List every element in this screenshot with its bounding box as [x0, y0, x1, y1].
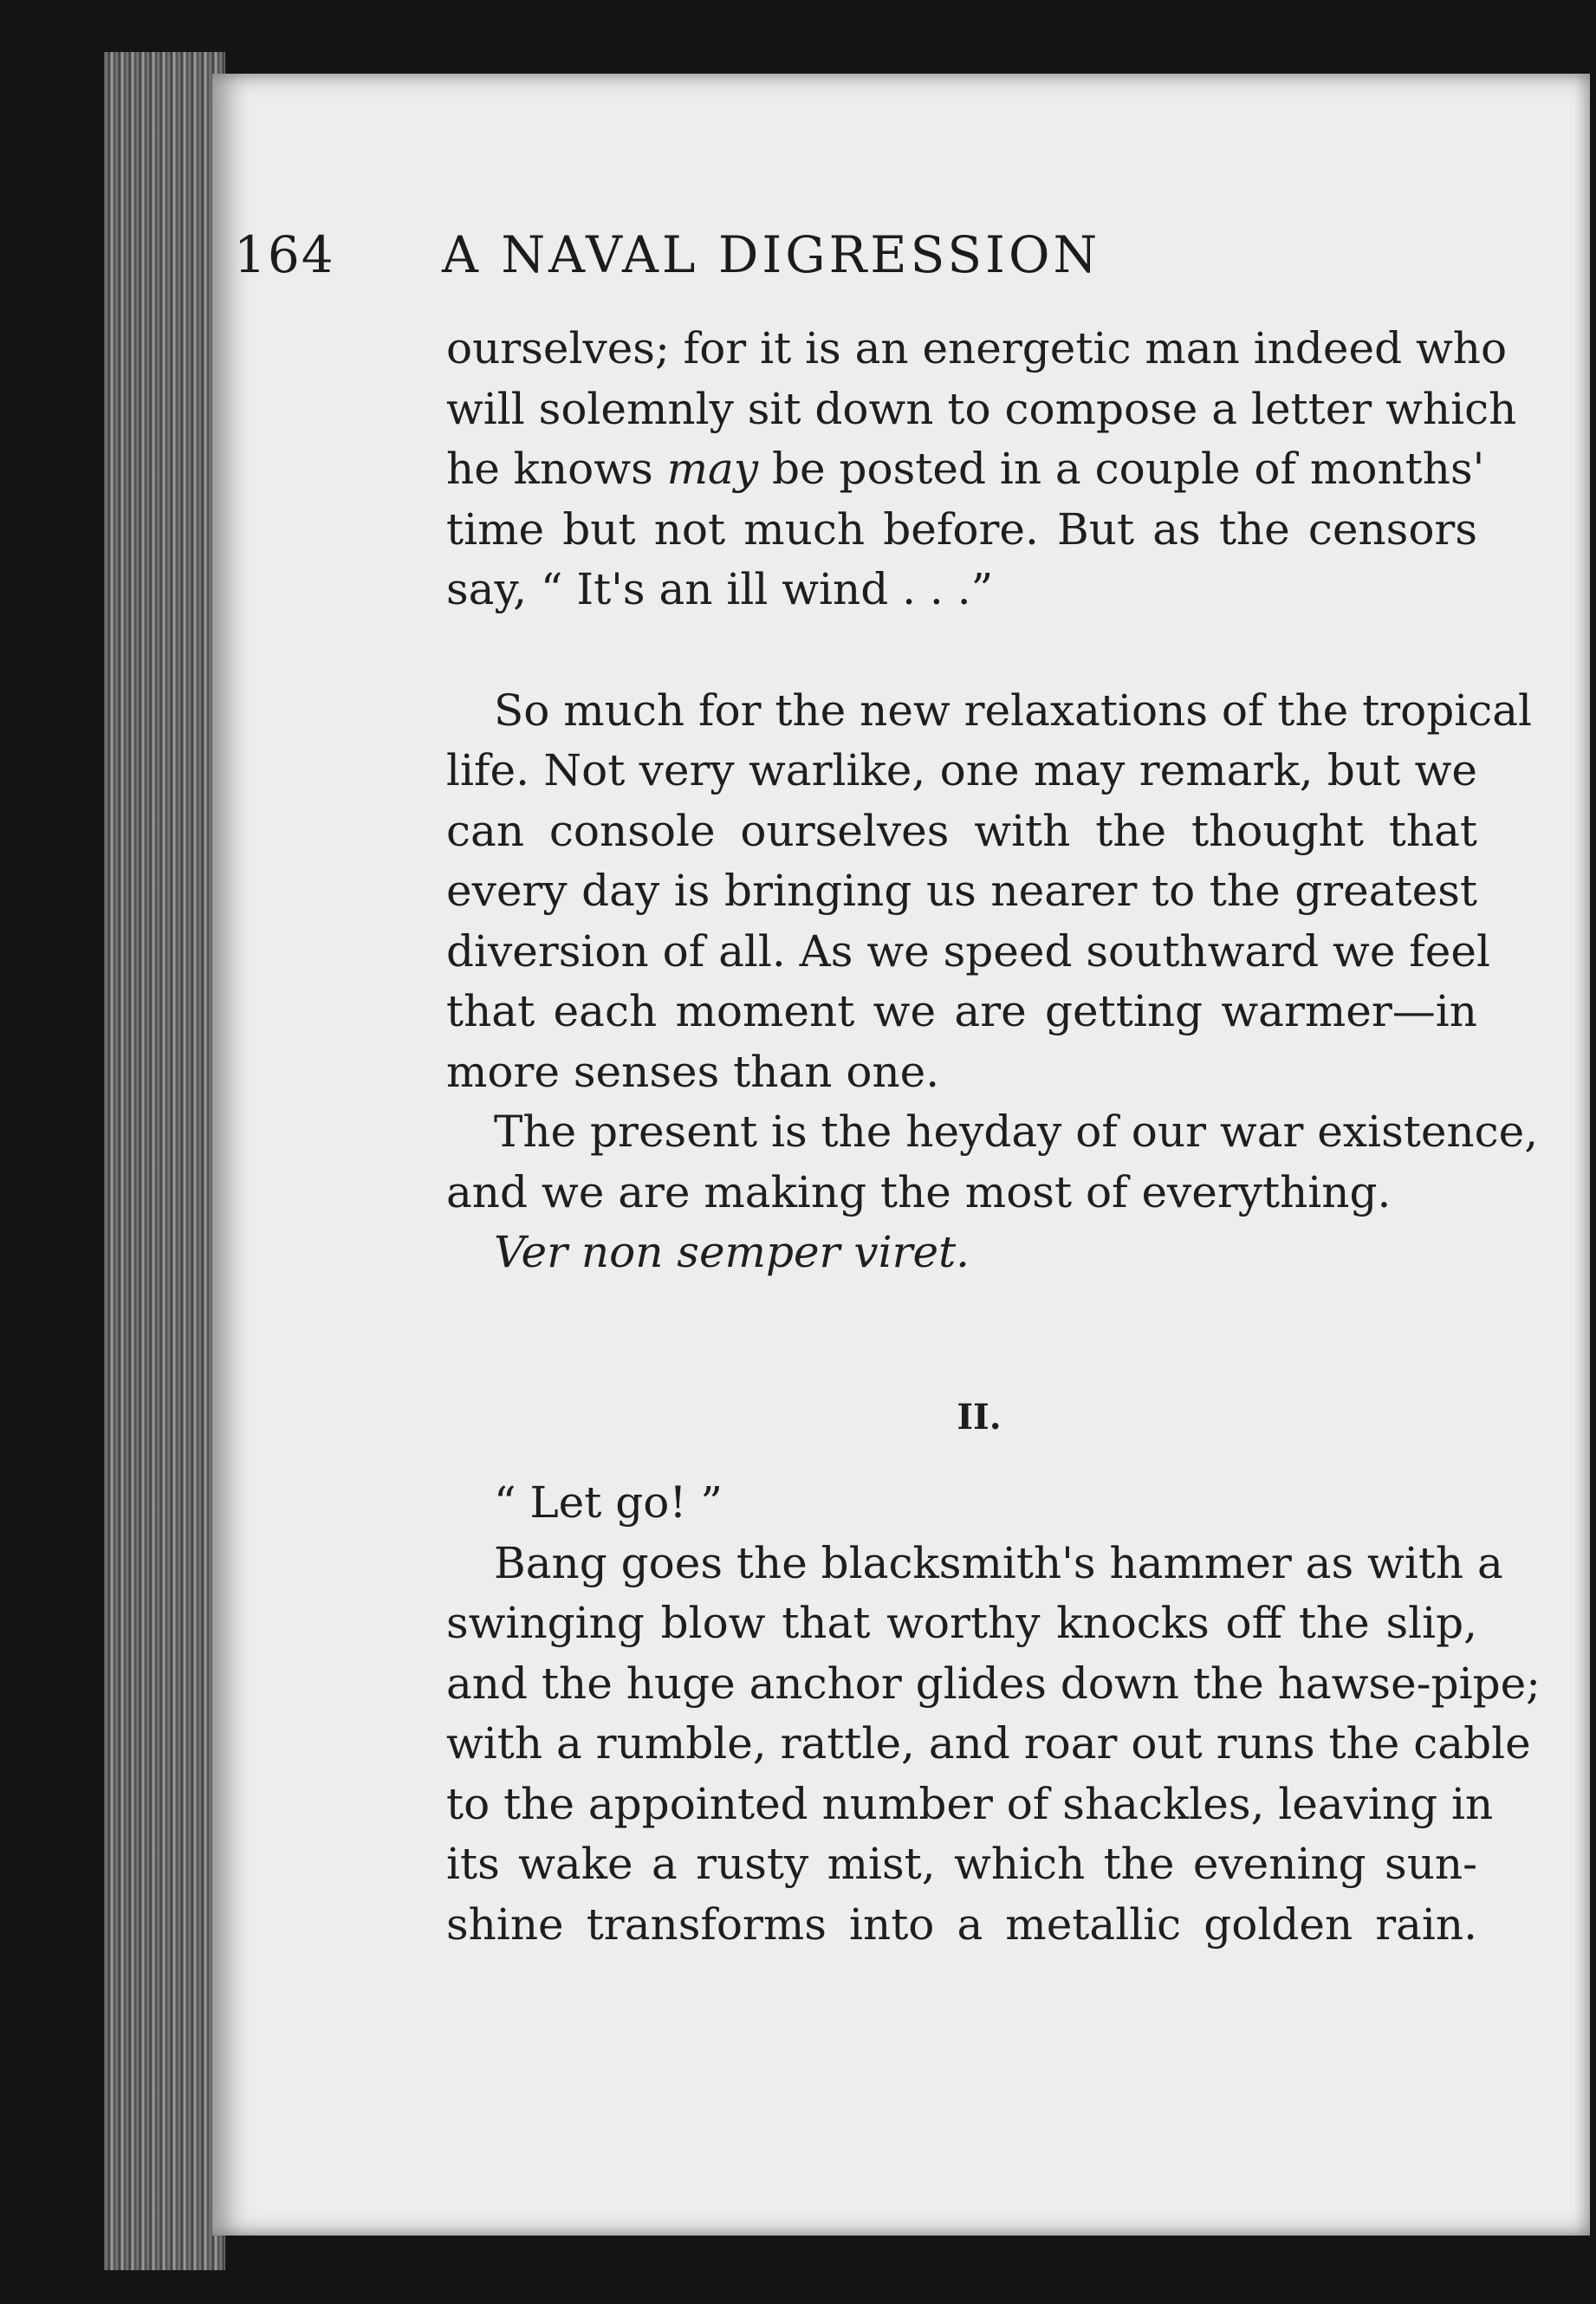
- text-line: ourselves; for it is an energetic man indeed who: [446, 323, 1508, 373]
- chapter-title: A NAVAL DIGRESSION: [442, 225, 1101, 284]
- page-number: 164: [234, 225, 335, 284]
- paragraph-gap: [446, 1283, 1477, 1387]
- section-number: II.: [957, 1396, 1002, 1438]
- text-line: say, “ It's an ill wind . . .”: [446, 564, 994, 614]
- text-line: can console ourselves with the thought that: [446, 805, 1477, 856]
- emphasis-word: may: [666, 444, 759, 494]
- text-line: shine transforms into a metallic golden rain.: [446, 1898, 1477, 1950]
- text-line: diversion of all. As we speed southward we feel: [446, 925, 1490, 977]
- latin-motto: Ver non semper viret.: [494, 1227, 970, 1277]
- text-line: he knows may be posted in a couple of months': [446, 444, 1485, 494]
- text-line: with a rumble, rattle, and roar out runs the cable: [446, 1718, 1531, 1769]
- text-line: every day is bringing us nearer to the greatest: [446, 866, 1477, 916]
- text-line: more senses than one.: [446, 1046, 940, 1097]
- text-line: and the huge anchor glides down the hawse-pipe;: [446, 1658, 1541, 1709]
- text-line: life. Not very warlike, one may remark, but we: [446, 745, 1477, 795]
- text-line: So much for the new relaxations of the tropical: [494, 685, 1533, 736]
- text-line: its wake a rusty mist, which the evening sun-: [446, 1839, 1477, 1889]
- body-text: [446, 319, 1541, 1955]
- text-line: “ Let go! ”: [494, 1477, 723, 1528]
- paragraph-gap: [446, 620, 1477, 681]
- text-line: Bang goes the blacksmith's hammer as with a: [494, 1537, 1503, 1588]
- text-line: to the appointed number of shackles, leaving in: [446, 1778, 1494, 1829]
- text-line: swinging blow that worthy knocks off the slip,: [446, 1598, 1477, 1648]
- text-line: will solemnly sit down to compose a letter which: [446, 383, 1517, 434]
- book-page-edges: [104, 52, 225, 2270]
- text-line: and we are making the most of everything.: [446, 1166, 1392, 1217]
- text-line: The present is the heyday of our war existence,: [494, 1107, 1539, 1157]
- text-line: time but not much before. But as the censors: [446, 503, 1477, 555]
- running-head: [234, 147, 1135, 284]
- text-line: that each moment we are getting warmer—in: [446, 986, 1477, 1036]
